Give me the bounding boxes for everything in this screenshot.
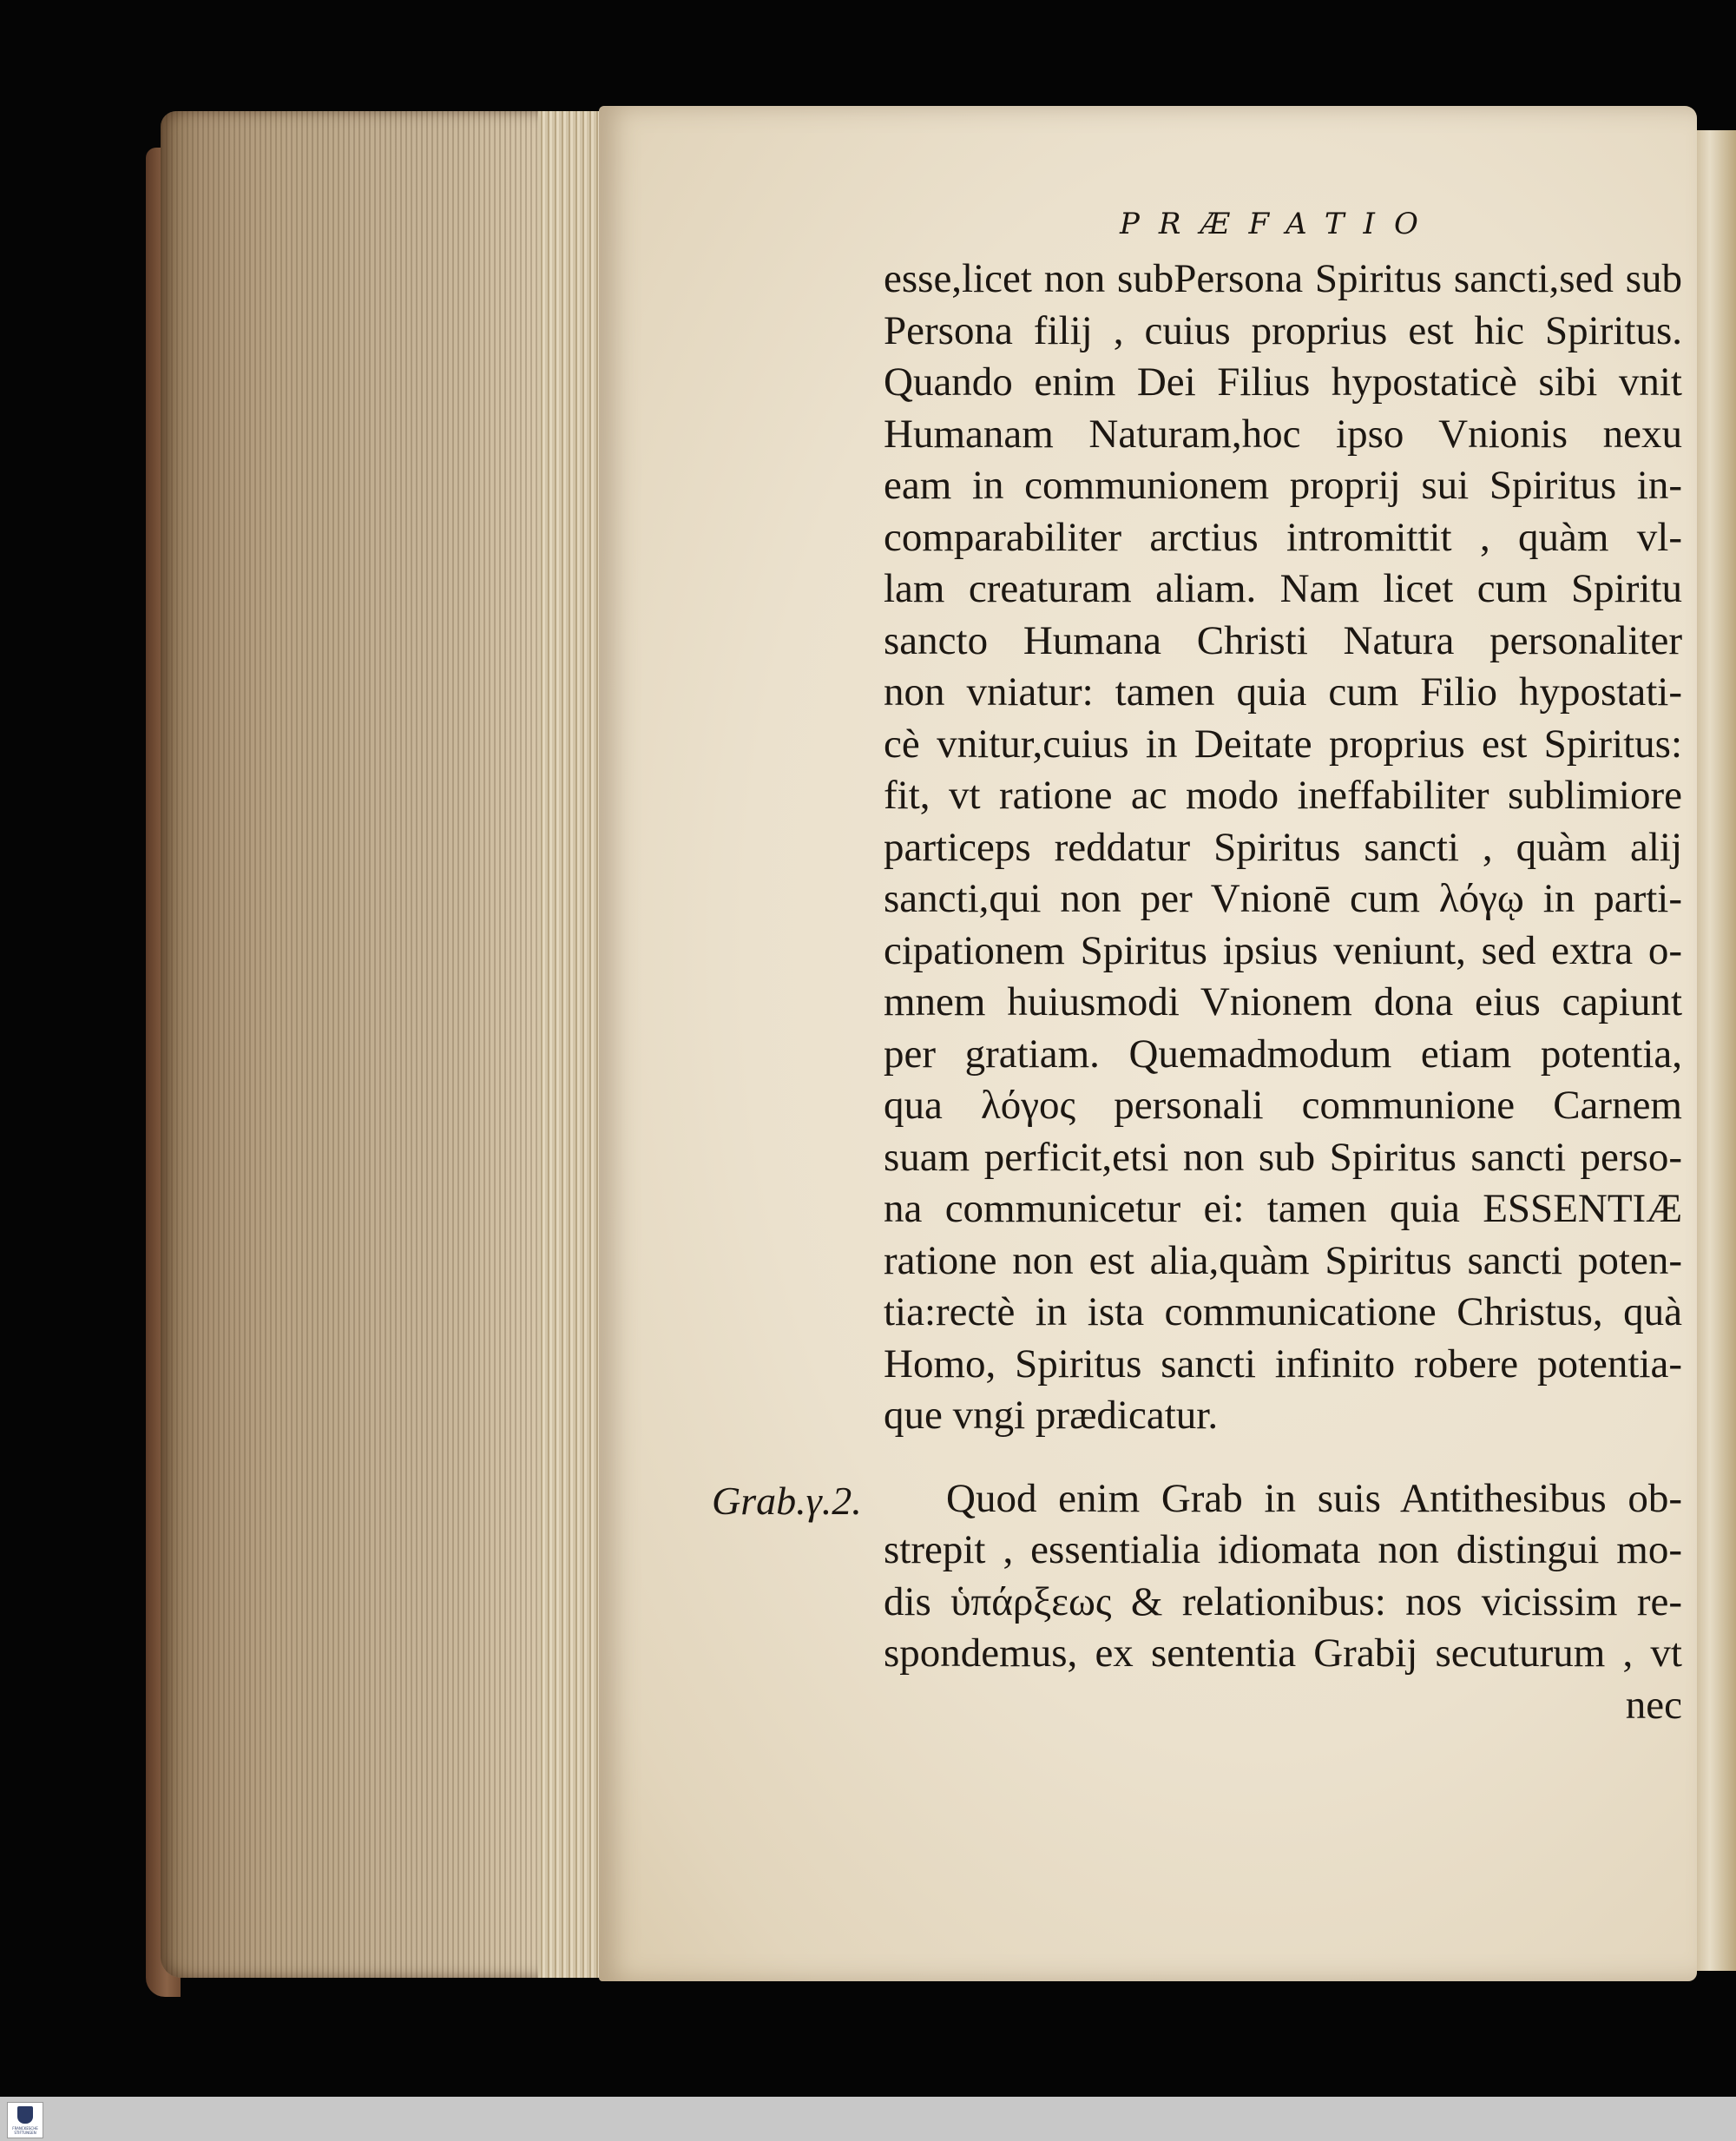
text-line: na communicetur ei: tamen quia ESSENTIÆ <box>884 1186 1682 1231</box>
text-line: cè vnitur,cuius in Deitate proprius est Spiritus: <box>884 721 1682 767</box>
page-fore-edge <box>161 111 569 1978</box>
viewer-footer-bar <box>0 2097 1736 2141</box>
text-line: per gratiam. Quemadmodum etiam potentia, <box>884 1031 1682 1077</box>
text-line: Persona filij , cuius proprius est hic Spiritus. <box>884 307 1682 353</box>
text-line: fit, vt ratione ac modo ineffabiliter sublimiore <box>884 773 1682 818</box>
text-line: comparabiliter arctius intromittit , quàm vl- <box>884 514 1682 560</box>
facing-page-edge <box>1693 130 1736 1971</box>
text-line: particeps reddatur Spiritus sancti , quàm alij <box>884 824 1682 870</box>
text-line: Homo, Spiritus sancti infinito robere potentia- <box>884 1341 1682 1387</box>
text-line: sancto Humana Christi Natura personaliter <box>884 617 1682 663</box>
text-line: eam in communionem proprij sui Spiritus in- <box>884 463 1682 508</box>
text-line: strepit , essentialia idiomata non distingui mo- <box>884 1527 1682 1572</box>
library-logo-caption: FRANCKESCHE STIFTUNGEN <box>12 2126 38 2135</box>
marginal-note: Grab.γ.2. <box>712 1479 862 1523</box>
text-line: spondemus, ex sententia Grabij secuturum , vt <box>884 1630 1682 1676</box>
body-text <box>884 254 1682 1731</box>
text-line: Quod enim Grab in suis Antithesibus ob- <box>946 1475 1682 1521</box>
text-line: que vngi prædicatur. <box>884 1393 1219 1438</box>
text-line: esse,licet non subPersona Spiritus sancti,sed sub <box>884 256 1682 301</box>
text-line: lam creaturam aliam. Nam licet cum Spiritu <box>884 566 1682 611</box>
library-logo[interactable] <box>7 2102 43 2138</box>
text-line: cipationem Spiritus ipsius veniunt, sed extra o- <box>884 927 1682 973</box>
text-line: suam perficit,etsi non sub Spiritus sancti perso- <box>884 1134 1682 1180</box>
text-line: qua λόγος personali communione Carnem <box>884 1083 1682 1128</box>
running-head: PRÆFATIO <box>1120 207 1437 241</box>
catchword: nec <box>1625 1682 1682 1728</box>
text-line: Humanam Naturam,hoc ipso Vnionis nexu <box>884 411 1682 457</box>
text-line: ratione non est alia,quàm Spiritus sancti poten- <box>884 1237 1682 1283</box>
text-line: non vniatur: tamen quia cum Filio hypostati- <box>884 669 1682 715</box>
text-line: dis ὑπάρξεως & relationibus: nos vicissim re- <box>884 1578 1682 1624</box>
text-line: sancti,qui non per Vnionē cum λόγῳ in parti- <box>884 876 1682 921</box>
text-line: mnem huiusmodi Vnionem dona eius capiunt <box>884 979 1682 1024</box>
text-line: Quando enim Dei Filius hypostaticè sibi vnit <box>884 359 1682 405</box>
text-line: tia:rectè in ista communicatione Christus, quà <box>884 1289 1682 1334</box>
library-emblem-icon <box>17 2106 33 2124</box>
